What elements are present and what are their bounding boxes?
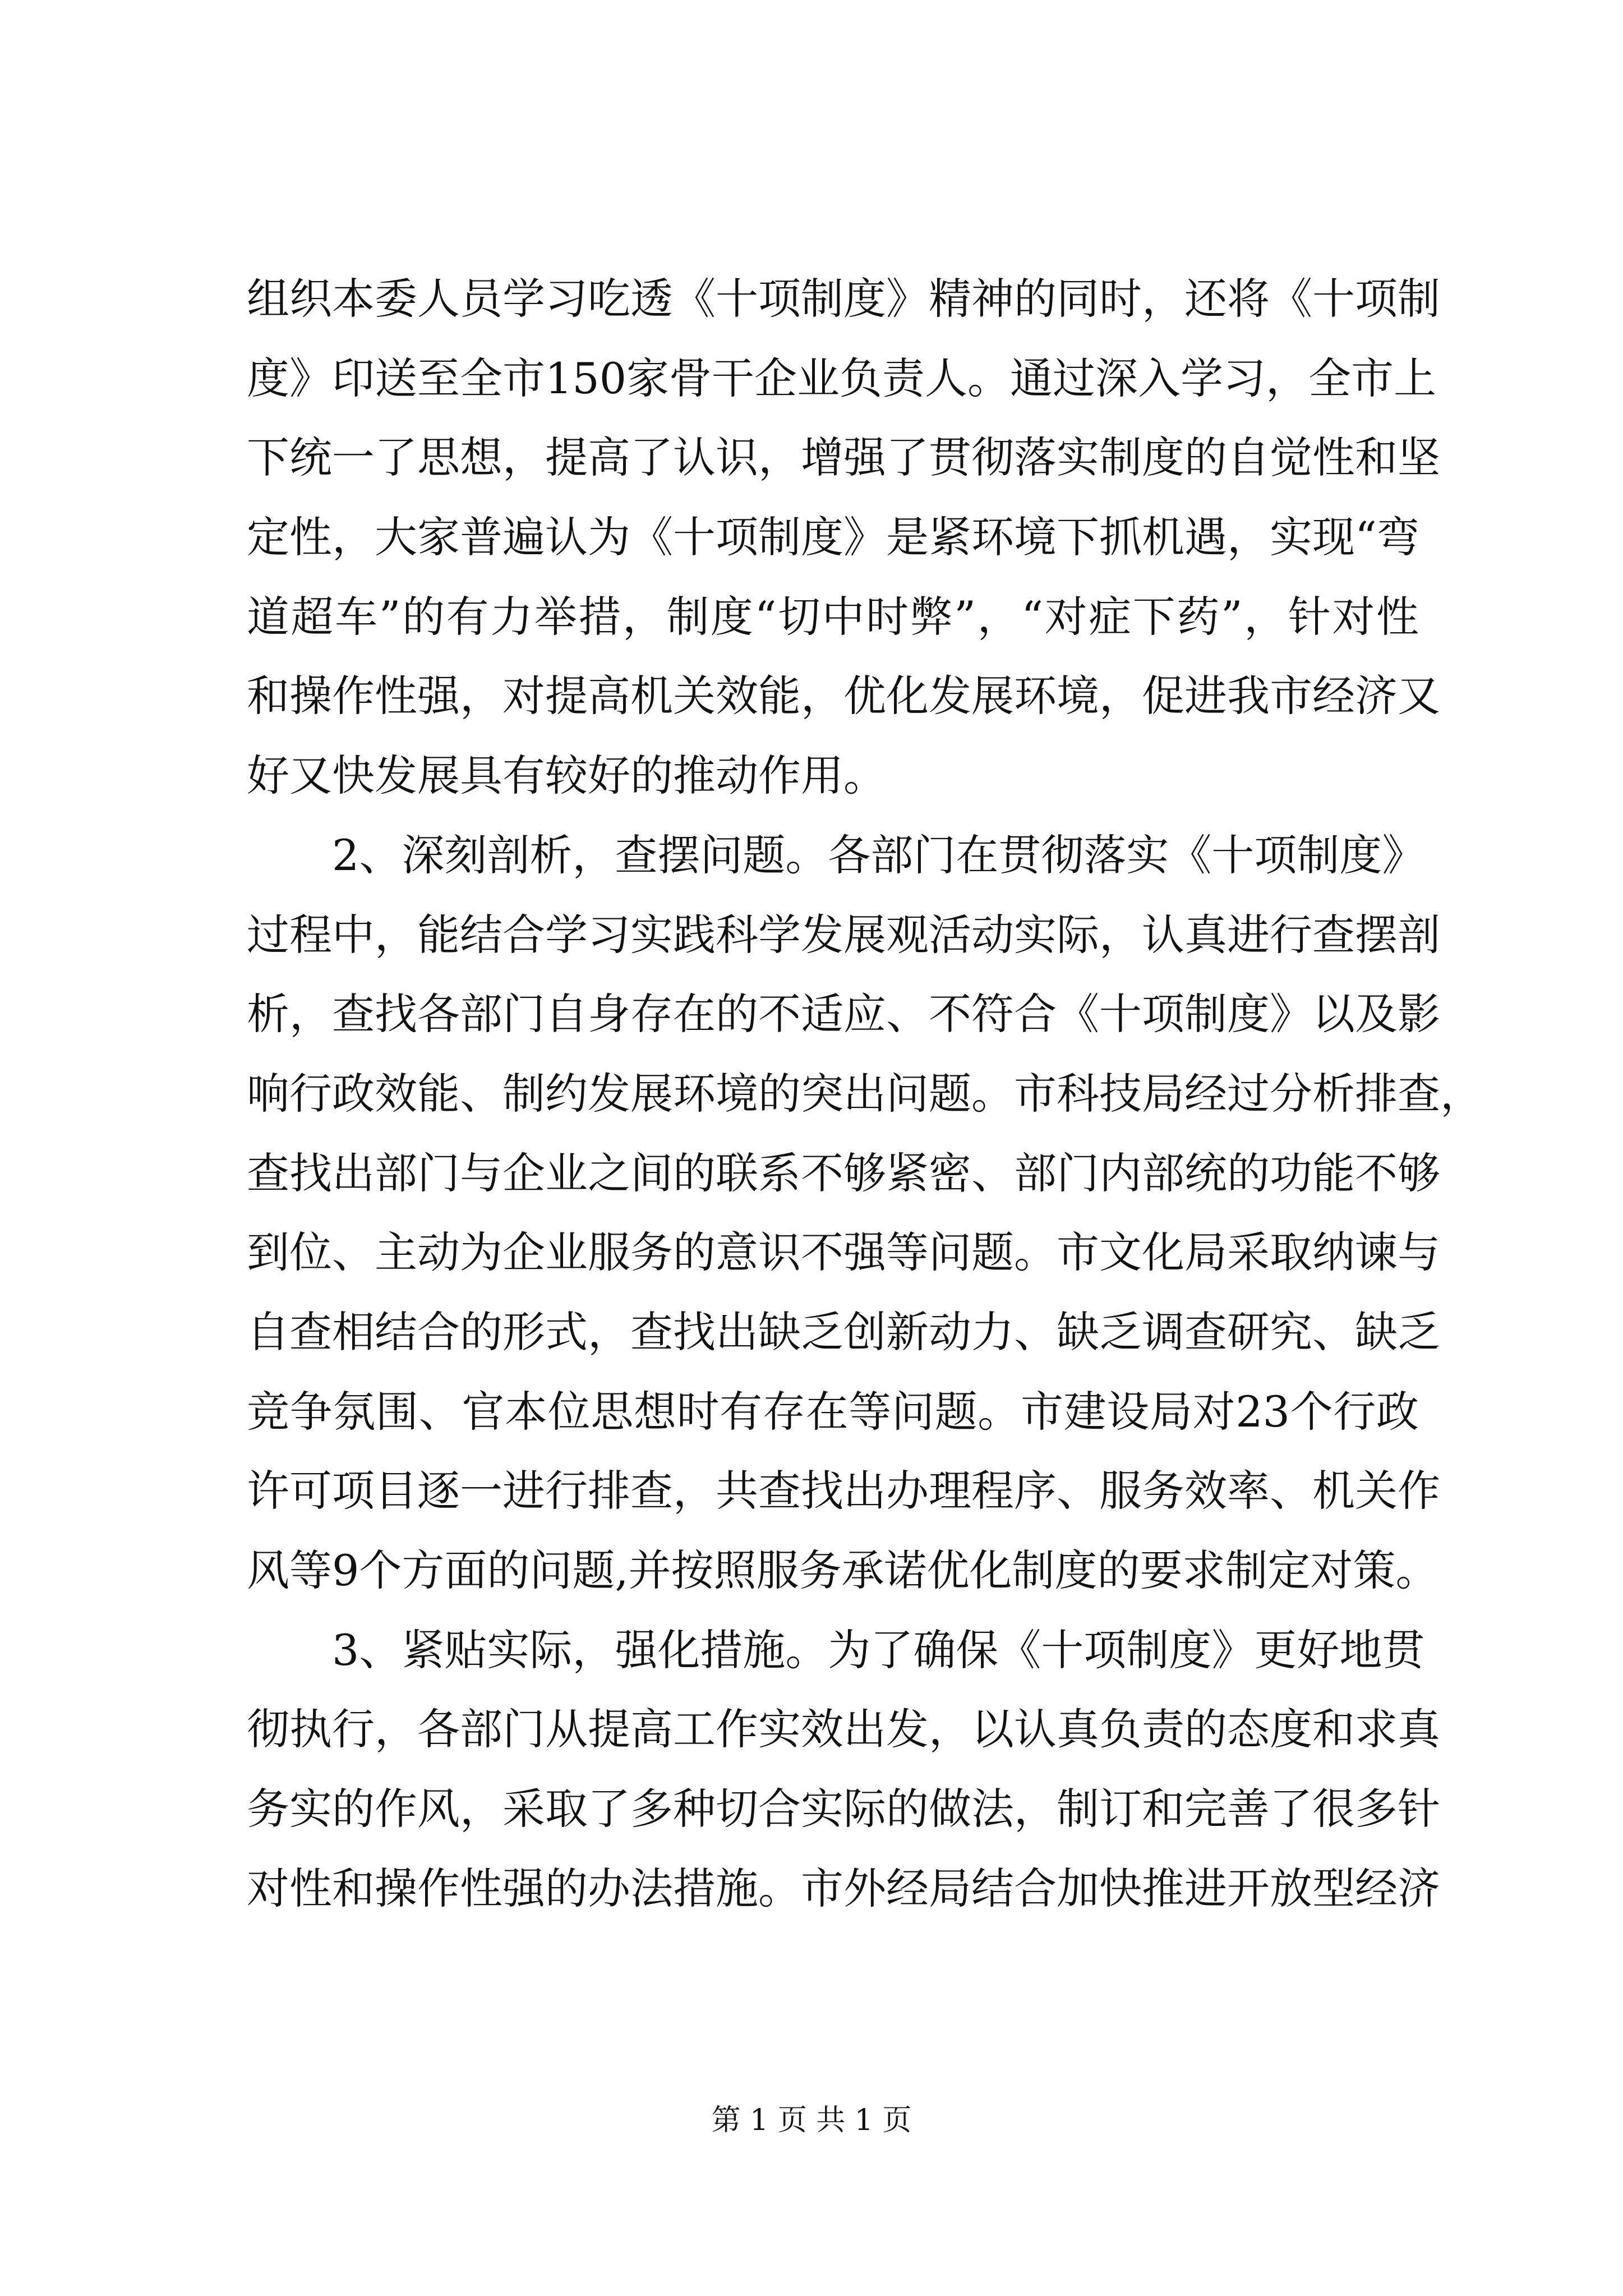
text-line-13: 到位、主动为企业服务的意识不强等问题。市文化局采取纳谏与 [247, 1227, 1440, 1278]
text-line-12: 查找出部门与企业之间的联系不够紧密、部门内部统的功能不够 [247, 1148, 1440, 1198]
text-line-20: 务实的作风，采取了多种切合实际的做法，制订和完善了很多针 [247, 1784, 1440, 1834]
text-line-9: 过程中，能结合学习实践科学发展观活动实际，认真进行查摆剖 [247, 909, 1440, 960]
text-line-16: 许可项目逐一进行排查，共查找出办理程序、服务效率、机关作 [247, 1466, 1440, 1516]
text-line-10: 析，查找各部门自身存在的不适应、不符合《十项制度》以及影 [247, 989, 1440, 1039]
text-line-3: 下统一了思想，提高了认识，增强了贯彻落实制度的自觉性和坚 [247, 432, 1440, 483]
text-line-19: 彻执行，各部门从提高工作实效出发，以认真负责的态度和求真 [247, 1704, 1440, 1755]
text-line-18: 3、紧贴实际，强化措施。为了确保《十项制度》更好地贯 [332, 1625, 1425, 1675]
body-text [247, 259, 1483, 1928]
text-line-11: 响行政效能、制约发展环境的突出问题。市科技局经过分析排查， [247, 1068, 1483, 1119]
text-line-8: 2、深刻剖析，查摆问题。各部门在贯彻落实《十项制度》 [332, 830, 1425, 880]
text-line-15: 竞争氛围、官本位思想时有存在等问题。市建设局对23个行政 [247, 1386, 1419, 1437]
text-line-14: 自查相结合的形式，查找出缺乏创新动力、缺乏调查研究、缺乏 [247, 1306, 1440, 1357]
text-line-21: 对性和操作性强的办法措施。市外经局结合加快推进开放型经济 [247, 1863, 1440, 1913]
text-line-1: 组织本委人员学习吃透《十项制度》精神的同时，还将《十项制 [247, 274, 1440, 324]
text-line-6: 和操作性强，对提高机关效能，优化发展环境，促进我市经济又 [247, 671, 1440, 721]
text-line-4: 定性，大家普遍认为《十项制度》是紧环境下抓机遇，实现“弯 [247, 512, 1419, 563]
text-line-2: 度》印送至全市150家骨干企业负责人。通过深入学习，全市上 [247, 353, 1437, 403]
text-line-7: 好又快发展具有较好的推动作用。 [247, 751, 886, 801]
text-line-5: 道超车”的有力举措，制度“切中时弊”，“对症下药”，针对性 [247, 591, 1419, 642]
page-number-footer: 第 1 页 共 1 页 [711, 2104, 912, 2137]
text-line-17: 风等9个方面的问题,并按照服务承诺优化制度的要求制定对策。 [247, 1545, 1438, 1595]
